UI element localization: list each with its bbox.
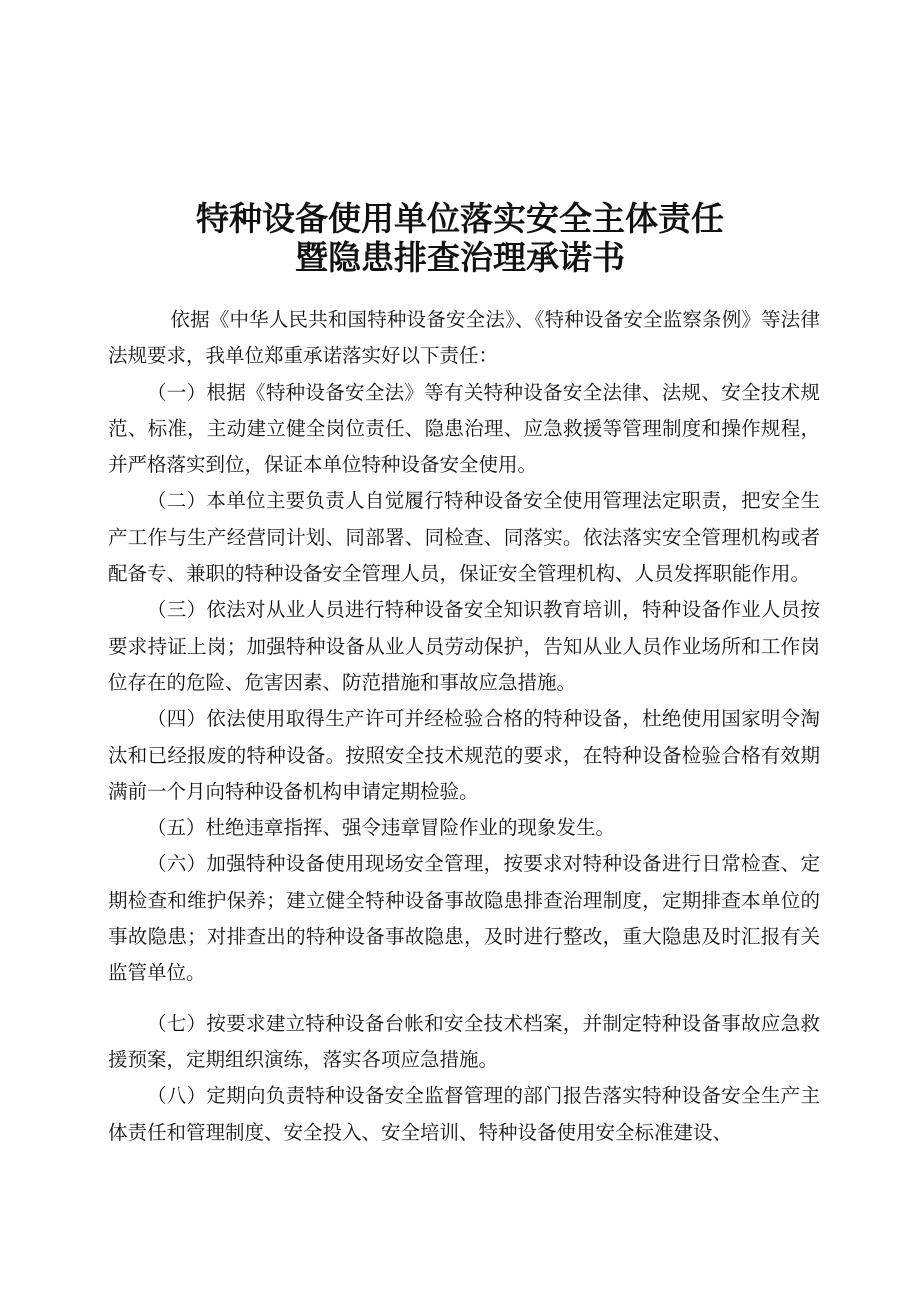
clause-8: （八）定期向负责特种设备安全监督管理的部门报告落实特种设备安全生产主体责任和管理制度、安全投入、安全培训、特种设备使用安全标准建设、 [108,1084,820,1144]
document-body [108,302,820,1151]
clause-4: （四）依法使用取得生产许可并经检验合格的特种设备，杜绝使用国家明令淘汰和已经报废的特种设备。按照安全技术规范的要求，在特种设备检验合格有效期满前一个月向特种设备机构申请定期检验。 [108,707,820,803]
document-title-line-1: 特种设备使用单位落实安全主体责任 [196,199,724,238]
clause-1: （一）根据《特种设备安全法》等有关特种设备安全法律、法规、安全技术规范、标准，主动建立健全岗位责任、隐患治理、应急救援等管理制度和操作规程，并严格落实到位，保证本单位特种设备安全使用。 [108,380,820,477]
document-title-line-2: 暨隐患排查治理承诺书 [295,238,625,277]
clause-7: （七）按要求建立特种设备台帐和安全技术档案，并制定特种设备事故应急救援预案，定期组织演练，落实各项应急措施。 [108,1011,820,1071]
clause-5: （五）杜绝违章指挥、强令违章冒险作业的现象发生。 [147,816,616,840]
clause-3: （三）依法对从业人员进行特种设备安全知识教育培训，特种设备作业人员按要求持证上岗；加强特种设备从业人员劳动保护，告知从业人员作业场所和工作岗位存在的危险、危害因素、防范措施和事故应急措施。 [108,598,820,694]
clause-6: （六）加强特种设备使用现场安全管理，按要求对特种设备进行日常检查、定期检查和维护保养；建立健全特种设备事故隐患排查治理制度，定期排查本单位的事故隐患；对排查出的特种设备事故隐患，及时进行整改，重大隐患及时汇报有关监管单位。 [108,852,820,985]
clause-2: （二）本单位主要负责人自觉履行特种设备安全使用管理法定职责，把安全生产工作与生产经营同计划、同部署、同检查、同落实。依法落实安全管理机构或者配备专、兼职的特种设备安全管理人员，保证安全管理机构、人员发挥职能作用。 [108,489,820,586]
intro-paragraph: 依据《中华人民共和国特种设备安全法》、《特种设备安全监察条例》等法律法规要求，我单位郑重承诺落实好以下责任： [108,308,820,368]
